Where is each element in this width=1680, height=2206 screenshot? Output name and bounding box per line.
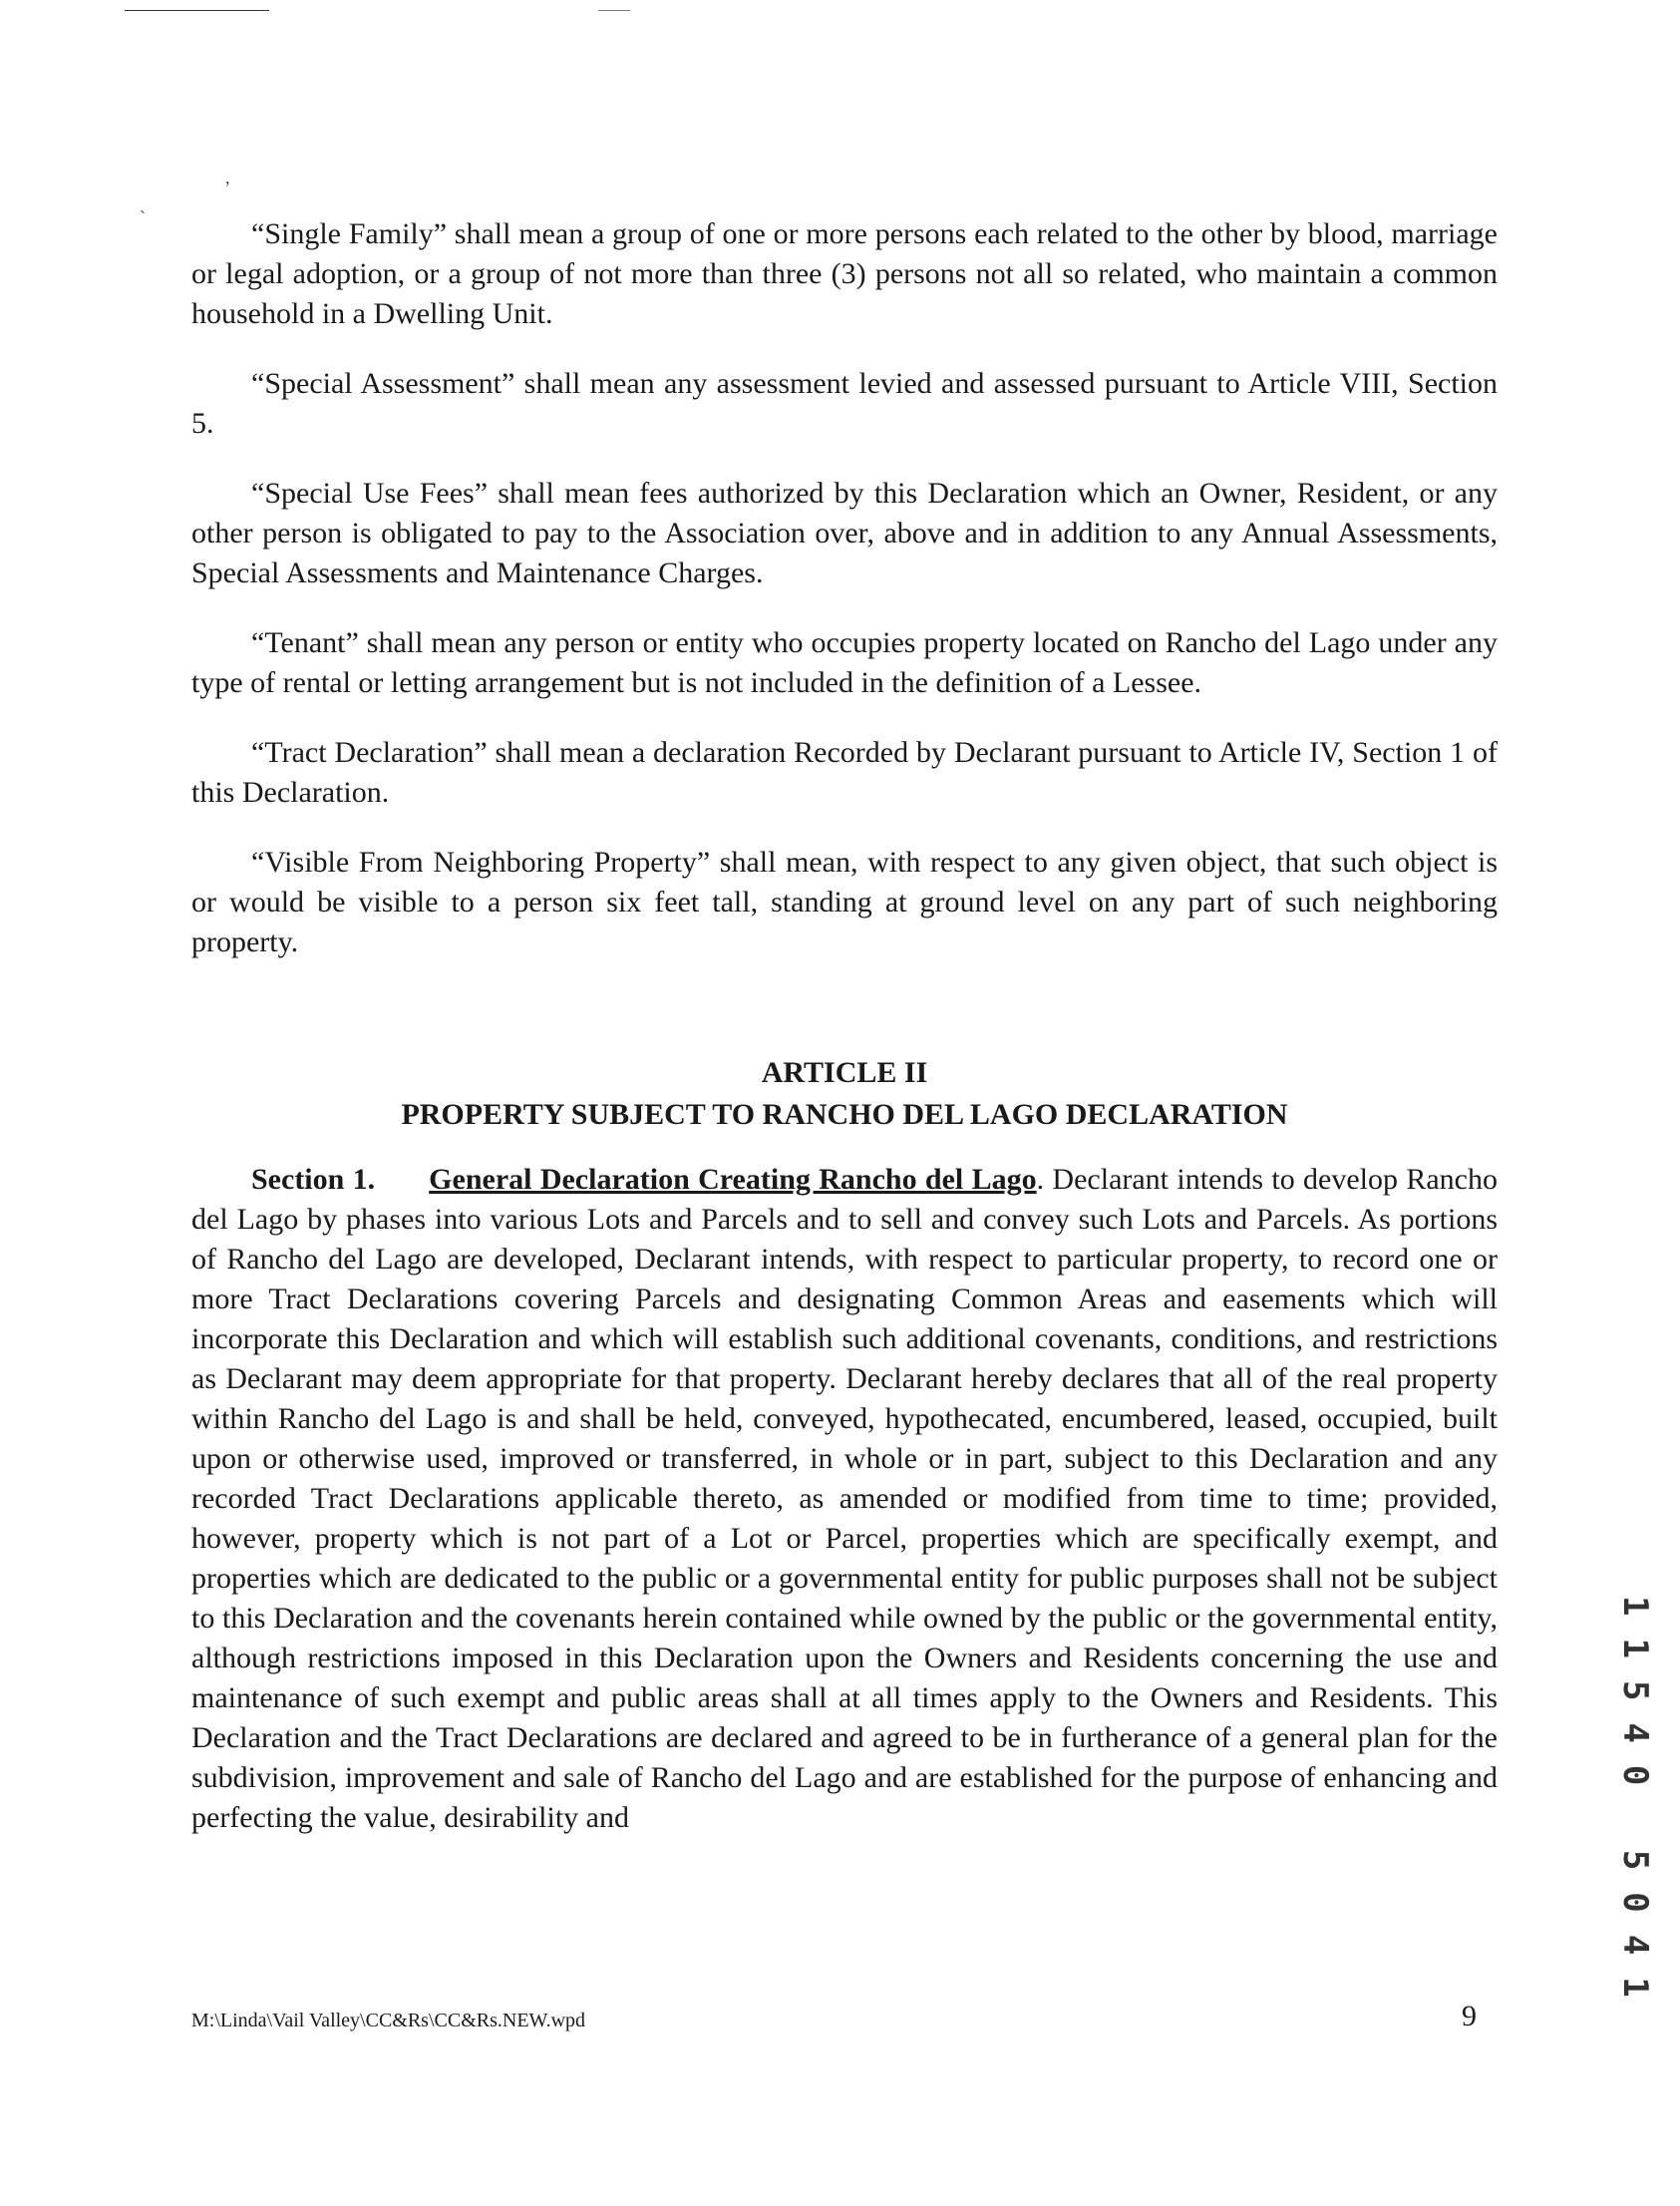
- definition-tenant: “Tenant” shall mean any person or entity who occupies property located on Rancho del Lago under any type of rental or letting arrangement but is not included in the definition of a Lessee.: [191, 626, 1498, 699]
- footer-file-path: M:\Linda\Vail Valley\CC&Rs\CC&Rs.NEW.wpd: [191, 2010, 586, 2031]
- definition-special-use-fees: “Special Use Fees” shall mean fees authorized by this Declaration which an Owner, Resident, or any other person is obligated to pay to the Association over, above and in addition to any Annual Assessments, Special Assessments and Maintenance Charges.: [191, 477, 1498, 589]
- stray-mark-upper: ,: [225, 168, 230, 187]
- scan-artifact-line-left: [125, 10, 269, 11]
- recording-stamp: [1615, 1596, 1663, 2020]
- article-title: PROPERTY SUBJECT TO RANCHO DEL LAGO DECLARATION: [401, 1098, 1288, 1131]
- stray-mark-margin: `: [140, 207, 146, 227]
- section-title-period: .: [1036, 1163, 1045, 1196]
- section-body: Declarant intends to develop Rancho del Lago by phases into various Lots and Parcels and to sell and convey such Lots and Parcels. As portions of Rancho del Lago are developed, Declarant intends, with respect to particular property, to record one or more Tract Declarations covering Parcels and designating Common Areas and easements which will incorporate this Declaration and which will establish such additional covenants, conditions, and restrictions as Declarant may deem appropriate for that property. Declarant hereby declares that all of the real property within Rancho del Lago is and shall be held, conveyed, hypothecated, encumbered, leased, occupied, built upon or otherwise used, improved or transferred, in whole or in part, subject to this Declaration and any recorded Tract Declarations applicable thereto, as amended or modified from time to time; provided, however, property which is not part of a Lot or Parcel, properties which are specifically exempt, and properties which are dedicated to the public or a governmental entity for public purposes shall not be subject to this Declaration and the covenants herein contained while owned by the public or the governmental entity, although restrictions imposed in this Declaration upon the Owners and Residents concerning the use and maintenance of such exempt and public areas shall at all times apply to the Owners and Residents. This Declaration and the Tract Declarations are declared and agreed to be in furtherance of a general plan for the subdivision, improvement and sale of Rancho del Lago and are established for the purpose of enhancing and perfecting the value, desirability and: [191, 1163, 1498, 1834]
- article-number: ARTICLE II: [761, 1056, 928, 1089]
- document-page: [191, 214, 1498, 1838]
- section-title: General Declaration Creating Rancho del Lago: [429, 1163, 1037, 1196]
- definition-visible-from-neighboring-property: “Visible From Neighboring Property” shall mean, with respect to any given object, that such object is or would be visible to a person six feet tall, standing at ground level on any part of such neighboring property.: [191, 846, 1498, 958]
- page-number: 9: [1462, 2000, 1477, 2032]
- section-1-paragraph: [191, 1160, 1498, 1838]
- article-heading: [191, 1052, 1498, 1136]
- definition-single-family: “Single Family” shall mean a group of one or more persons each related to the other by blood, marriage or legal adoption, or a group of not more than three (3) persons not all so related, who maintain a common household in a Dwelling Unit.: [191, 217, 1498, 330]
- scan-artifact-line-center: [598, 10, 630, 11]
- recording-number: 11540 5041: [1615, 1596, 1655, 2020]
- section-number: Section 1.: [251, 1163, 376, 1196]
- definition-special-assessment: “Special Assessment” shall mean any assessment levied and assessed pursuant to Article VIII, Section 5.: [191, 367, 1498, 440]
- definition-tract-declaration: “Tract Declaration” shall mean a declaration Recorded by Declarant pursuant to Article IV, Section 1 of this Declaration.: [191, 736, 1498, 809]
